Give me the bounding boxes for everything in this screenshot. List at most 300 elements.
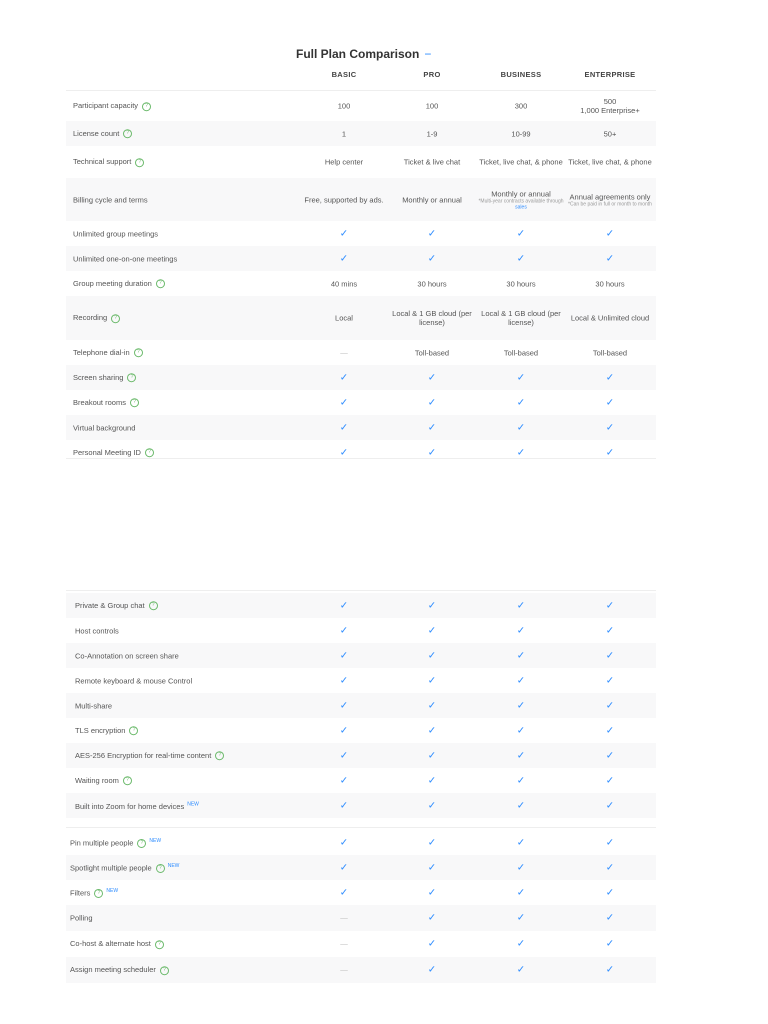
cell-basic [300, 129, 388, 138]
cell-enterprise [566, 129, 654, 138]
cell-enterprise [566, 651, 654, 660]
check-icon: ✓ [427, 700, 437, 711]
cell-basic [300, 348, 388, 357]
cell-business [477, 348, 565, 357]
check-icon: ✓ [516, 228, 526, 239]
feature-label [75, 601, 158, 611]
cell-pro [388, 626, 476, 635]
cell-enterprise [566, 863, 654, 872]
cell-pro [388, 158, 476, 167]
cell-pro [388, 254, 476, 263]
feature-label-text: Multi-share [75, 701, 113, 710]
check-icon: ✓ [605, 964, 615, 976]
cell-enterprise [566, 726, 654, 735]
check-icon: ✓ [516, 938, 526, 950]
feature-row [66, 830, 656, 855]
collapse-toggle-icon[interactable]: − [424, 47, 432, 61]
feature-row [66, 743, 656, 768]
feature-label-text: Virtual background [73, 423, 136, 432]
cell-value: Monthly or annual [491, 189, 551, 198]
cell-basic [300, 838, 388, 847]
cell-business [477, 626, 565, 635]
check-icon: ✓ [605, 253, 615, 264]
check-icon: ✓ [516, 447, 526, 458]
feature-label-text: Co-host & alternate host [70, 939, 151, 949]
feature-label [73, 101, 151, 111]
check-icon: ✓ [605, 650, 615, 661]
check-icon: ✓ [516, 912, 526, 924]
cell-value: 30 hours [417, 279, 447, 288]
feature-label [70, 965, 169, 975]
not-available-dash: — [340, 348, 348, 357]
feature-row [66, 855, 656, 880]
check-icon: ✓ [339, 700, 349, 711]
help-icon[interactable]: ? [142, 102, 151, 111]
cell-value: 300 [514, 101, 528, 111]
check-icon: ✓ [605, 397, 615, 408]
cell-business [477, 229, 565, 238]
feature-label [75, 626, 119, 635]
cell-value: 1,000 Enterprise+ [580, 106, 640, 115]
cell-business [477, 102, 565, 111]
feature-label [75, 701, 112, 710]
cell-value: 10-99 [511, 129, 531, 138]
check-icon: ✓ [605, 447, 615, 458]
title-text: Full Plan Comparison [296, 47, 420, 61]
cell-value: Ticket, live chat, & phone [479, 157, 563, 167]
feature-label [70, 939, 164, 949]
cell-pro [388, 279, 476, 288]
check-icon: ✓ [339, 650, 349, 661]
cell-business [477, 373, 565, 382]
feature-row [66, 365, 656, 390]
cell-value: Ticket, live chat, & phone [568, 157, 652, 167]
cell-business [477, 254, 565, 263]
cell-pro [388, 726, 476, 735]
column-header-business: BUSINESS [500, 70, 542, 79]
check-icon: ✓ [605, 625, 615, 636]
feature-label-text: Waiting room [75, 775, 119, 785]
check-icon: ✓ [605, 725, 615, 736]
plan-header-row [66, 66, 656, 91]
feature-label-text: Spotlight multiple people [70, 862, 152, 872]
column-header-pro: PRO [423, 70, 441, 79]
feature-label-text: License count [73, 128, 120, 138]
not-available-dash: — [340, 939, 348, 949]
check-icon: ✓ [516, 750, 526, 761]
cell-basic [300, 701, 388, 710]
check-icon: ✓ [605, 228, 615, 239]
cell-pro [388, 838, 476, 847]
cell-business [477, 776, 565, 785]
cell-pro [388, 373, 476, 382]
cell-pro [388, 751, 476, 760]
new-badge: NEW [167, 862, 180, 869]
cell-enterprise [566, 348, 654, 357]
cell-basic [300, 423, 388, 432]
cell-enterprise [566, 448, 654, 457]
feature-row [66, 880, 656, 905]
cell-value: 1-9 [426, 129, 438, 138]
check-icon: ✓ [339, 862, 349, 873]
cell-enterprise [566, 314, 654, 323]
help-icon[interactable]: ? [134, 348, 143, 357]
feature-label [73, 279, 165, 289]
cell-business [477, 726, 565, 735]
feature-row [66, 415, 656, 440]
cell-basic [300, 373, 388, 382]
check-icon: ✓ [339, 600, 349, 611]
cell-enterprise [566, 751, 654, 760]
cell-value: Local & 1 GB cloud (per license) [392, 309, 472, 327]
cell-basic [300, 651, 388, 660]
check-icon: ✓ [339, 800, 349, 811]
cell-basic [300, 254, 388, 263]
cell-pro [388, 888, 476, 897]
cell-enterprise [566, 801, 654, 810]
cell-value: Toll-based [503, 348, 539, 357]
feature-row [66, 246, 656, 271]
check-icon: ✓ [427, 775, 437, 786]
cell-basic [300, 940, 388, 949]
check-icon: ✓ [516, 887, 526, 898]
cell-business [477, 129, 565, 138]
cell-basic [300, 601, 388, 610]
cell-basic [300, 888, 388, 897]
check-icon: ✓ [516, 837, 526, 848]
feature-label-text: Participant capacity [73, 101, 139, 111]
cell-basic [300, 626, 388, 635]
cell-pro [388, 863, 476, 872]
check-icon: ✓ [516, 700, 526, 711]
cell-enterprise [566, 158, 654, 167]
cell-basic [300, 726, 388, 735]
cell-pro [388, 129, 476, 138]
feature-label-text: Private & Group chat [75, 600, 145, 610]
cell-enterprise [566, 888, 654, 897]
feature-label [75, 776, 132, 786]
feature-label-text: Built into Zoom for home devices [75, 801, 185, 811]
help-icon[interactable]: ? [160, 966, 169, 975]
help-icon[interactable]: ? [215, 751, 224, 760]
cell-value: Free, supported by ads. [304, 195, 384, 204]
help-icon[interactable]: ? [156, 279, 165, 288]
cell-pro [388, 398, 476, 407]
check-icon: ✓ [427, 887, 437, 898]
check-icon: ✓ [427, 422, 437, 433]
cell-pro [388, 651, 476, 660]
feature-label [73, 195, 148, 204]
feature-label [73, 423, 135, 432]
cell-enterprise [566, 914, 654, 923]
feature-row [66, 390, 656, 415]
cell-enterprise [566, 192, 654, 207]
cell-value: 40 mins [330, 279, 358, 288]
cell-business [477, 940, 565, 949]
cell-pro [388, 448, 476, 457]
check-icon: ✓ [516, 253, 526, 264]
feature-row [66, 668, 656, 693]
help-icon[interactable]: ? [155, 940, 164, 949]
not-available-dash: — [340, 965, 348, 975]
feature-row [66, 643, 656, 668]
check-icon: ✓ [339, 775, 349, 786]
new-badge: NEW [106, 887, 119, 894]
check-icon: ✓ [427, 862, 437, 873]
check-icon: ✓ [427, 625, 437, 636]
cell-basic [300, 863, 388, 872]
cell-footnote [566, 201, 654, 207]
cell-value: 30 hours [595, 279, 625, 288]
cell-enterprise [566, 966, 654, 975]
cell-pro [388, 229, 476, 238]
feature-label [70, 862, 179, 872]
feature-label-text: TLS encryption [75, 725, 126, 735]
cell-basic [300, 966, 388, 975]
check-icon: ✓ [427, 675, 437, 686]
help-icon[interactable]: ? [111, 314, 120, 323]
feature-row [66, 593, 656, 618]
check-icon: ✓ [427, 837, 437, 848]
feature-label [73, 448, 154, 458]
cell-pro [388, 676, 476, 685]
cell-business [477, 398, 565, 407]
feature-label-text: Personal Meeting ID [73, 447, 141, 457]
check-icon: ✓ [339, 228, 349, 239]
not-available-dash: — [340, 913, 348, 923]
cell-pro [388, 914, 476, 923]
cell-enterprise [566, 676, 654, 685]
cell-enterprise [566, 701, 654, 710]
feature-label [75, 801, 199, 811]
check-icon: ✓ [427, 447, 437, 458]
check-icon: ✓ [339, 253, 349, 264]
check-icon: ✓ [339, 837, 349, 848]
section-divider [66, 590, 656, 591]
footnote-text: *Multi-year contracts available through [478, 198, 564, 204]
check-icon: ✓ [516, 625, 526, 636]
check-icon: ✓ [516, 800, 526, 811]
cell-enterprise [566, 279, 654, 288]
cell-business [477, 448, 565, 457]
cell-enterprise [566, 373, 654, 382]
feature-row [66, 793, 656, 818]
check-icon: ✓ [605, 700, 615, 711]
cell-pro [388, 940, 476, 949]
cell-basic [300, 776, 388, 785]
check-icon: ✓ [339, 447, 349, 458]
feature-label-text: Screen sharing [73, 372, 124, 382]
help-icon[interactable]: ? [156, 864, 165, 873]
cell-basic [300, 676, 388, 685]
help-icon[interactable]: ? [149, 601, 158, 610]
feature-label [70, 887, 118, 897]
cell-business [477, 801, 565, 810]
cell-value: Local & Unlimited cloud [570, 313, 650, 323]
check-icon: ✓ [516, 675, 526, 686]
cell-basic [300, 314, 388, 323]
cell-value: 1 [341, 129, 347, 138]
column-header-enterprise: ENTERPRISE [584, 70, 636, 79]
cell-pro [388, 701, 476, 710]
cell-value: 500 [603, 97, 617, 106]
feature-label-text: Filters [70, 887, 91, 897]
cell-pro [388, 195, 476, 204]
cell-value: Toll-based [414, 348, 450, 357]
feature-label-text: Billing cycle and terms [73, 195, 148, 204]
feature-label [75, 676, 192, 685]
feature-row [66, 340, 656, 365]
help-icon[interactable]: ? [130, 398, 139, 407]
feature-label [75, 651, 179, 660]
check-icon: ✓ [605, 862, 615, 873]
cell-value: Ticket & live chat [403, 157, 461, 167]
feature-label-text: Recording [73, 313, 108, 323]
cell-business [477, 701, 565, 710]
feature-row [66, 121, 656, 146]
feature-row [66, 957, 656, 983]
check-icon: ✓ [427, 397, 437, 408]
cell-enterprise [566, 398, 654, 407]
cell-business [477, 863, 565, 872]
feature-label [73, 313, 120, 323]
cell-enterprise [566, 838, 654, 847]
new-badge: NEW [149, 837, 162, 844]
help-icon[interactable]: ? [94, 889, 103, 898]
check-icon: ✓ [427, 912, 437, 924]
cell-business [477, 751, 565, 760]
help-icon[interactable]: ? [129, 726, 138, 735]
footnote-text: *Can be paid in full or month to month [568, 201, 652, 207]
cell-business [477, 838, 565, 847]
feature-label [73, 398, 139, 408]
check-icon: ✓ [516, 397, 526, 408]
check-icon: ✓ [427, 372, 437, 383]
check-icon: ✓ [516, 422, 526, 433]
cell-pro [388, 348, 476, 357]
features-section-meetings [66, 91, 656, 465]
feature-row [66, 440, 656, 465]
cell-pro [388, 601, 476, 610]
help-icon[interactable]: ? [127, 373, 136, 382]
cell-enterprise [566, 601, 654, 610]
feature-label [73, 254, 177, 263]
cell-business [477, 601, 565, 610]
cell-value: Help center [324, 157, 364, 167]
feature-label-text: AES-256 Encryption for real-time content [75, 750, 212, 760]
feature-row [66, 296, 656, 340]
feature-row [66, 693, 656, 718]
check-icon: ✓ [605, 800, 615, 811]
check-icon: ✓ [427, 964, 437, 976]
check-icon: ✓ [427, 725, 437, 736]
cell-value: Toll-based [592, 348, 628, 357]
check-icon: ✓ [605, 675, 615, 686]
feature-label-text: Assign meeting scheduler [70, 965, 156, 975]
feature-row [66, 718, 656, 743]
cell-enterprise [566, 229, 654, 238]
help-icon[interactable]: ? [123, 776, 132, 785]
features-section-collaboration [66, 593, 656, 818]
section-divider [66, 827, 656, 828]
check-icon: ✓ [605, 912, 615, 924]
cell-enterprise [566, 626, 654, 635]
feature-label-text: Remote keyboard & mouse Control [75, 676, 193, 685]
help-icon[interactable]: ? [137, 839, 146, 848]
check-icon: ✓ [339, 725, 349, 736]
check-icon: ✓ [339, 887, 349, 898]
cell-basic [300, 914, 388, 923]
feature-label-text: Polling [70, 913, 93, 923]
check-icon: ✓ [339, 372, 349, 383]
check-icon: ✓ [339, 750, 349, 761]
feature-row [66, 931, 656, 957]
cell-business [477, 189, 565, 210]
feature-row [66, 178, 656, 221]
check-icon: ✓ [516, 372, 526, 383]
feature-label-text: Group meeting duration [73, 278, 152, 288]
check-icon: ✓ [427, 600, 437, 611]
feature-label-text: Co-Annotation on screen share [75, 651, 179, 660]
feature-label [75, 751, 224, 761]
cell-basic [300, 229, 388, 238]
cell-business [477, 914, 565, 923]
check-icon: ✓ [339, 397, 349, 408]
cell-value: 100 [425, 101, 439, 111]
cell-basic [300, 398, 388, 407]
feature-label [70, 837, 161, 847]
cell-pro [388, 801, 476, 810]
help-icon[interactable]: ? [123, 129, 132, 138]
feature-label [75, 726, 138, 736]
check-icon: ✓ [427, 253, 437, 264]
feature-label [70, 914, 93, 923]
check-icon: ✓ [605, 372, 615, 383]
feature-label-text: Unlimited one-on-one meetings [73, 254, 178, 263]
cell-basic [300, 801, 388, 810]
check-icon: ✓ [427, 938, 437, 950]
check-icon: ✓ [427, 650, 437, 661]
sales-link[interactable]: sales [515, 204, 527, 210]
cell-enterprise [566, 423, 654, 432]
check-icon: ✓ [427, 800, 437, 811]
cell-pro [388, 776, 476, 785]
cell-enterprise [566, 254, 654, 263]
feature-row [66, 221, 656, 246]
help-icon[interactable]: ? [145, 448, 154, 457]
section-divider [66, 458, 656, 459]
cell-value: Local [335, 313, 353, 323]
help-icon[interactable]: ? [135, 158, 144, 167]
cell-value: Local & 1 GB cloud (per license) [481, 309, 561, 327]
cell-business [477, 309, 565, 327]
cell-value: Annual agreements only [569, 192, 651, 201]
feature-label [73, 129, 132, 139]
cell-business [477, 676, 565, 685]
cell-business [477, 423, 565, 432]
new-badge: NEW [187, 800, 199, 807]
feature-label-text: Technical support [73, 157, 132, 167]
check-icon: ✓ [427, 750, 437, 761]
check-icon: ✓ [516, 600, 526, 611]
check-icon: ✓ [516, 964, 526, 976]
feature-row [66, 271, 656, 296]
cell-pro [388, 309, 476, 327]
cell-basic [300, 102, 388, 111]
feature-row [66, 618, 656, 643]
cell-enterprise [566, 940, 654, 949]
check-icon: ✓ [605, 887, 615, 898]
